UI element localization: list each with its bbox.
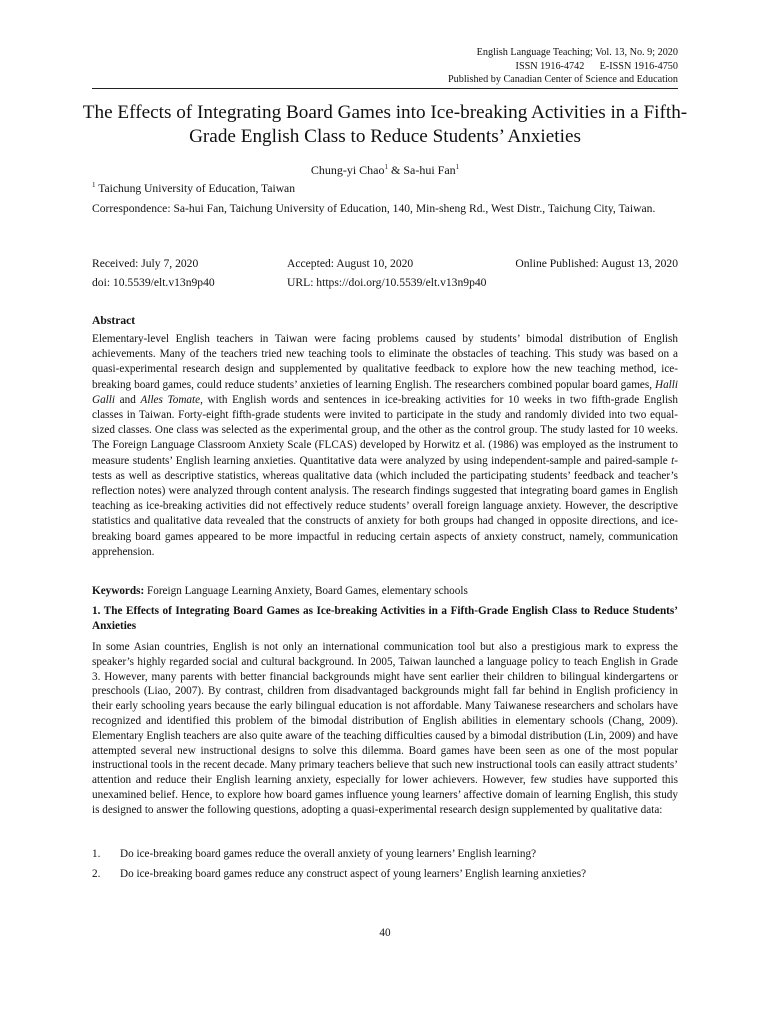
published-date: Online Published: August 13, 2020 bbox=[515, 257, 678, 270]
keywords bbox=[92, 585, 678, 597]
question-number: 2. bbox=[92, 868, 101, 880]
correspondence: Correspondence: Sa-hui Fan, Taichung University of Education, 140, Min-sheng Rd., West Distr., Taichung City, Taiwan. bbox=[92, 202, 656, 215]
section-heading: 1. The Effects of Integrating Board Games as Ice-breaking Activities in a Fifth-Grade English Class to Reduce Students’ Anxieties bbox=[92, 605, 678, 632]
research-questions bbox=[92, 848, 678, 888]
question-text: Do ice-breaking board games reduce any construct aspect of young learners’ English learning anxieties? bbox=[120, 868, 587, 880]
affiliation bbox=[92, 181, 295, 195]
author-affiliation-mark: 1 bbox=[384, 163, 388, 171]
issn-info: ISSN 1916-4742 E-ISSN 1916-4750 bbox=[515, 60, 678, 72]
accepted-date: Accepted: August 10, 2020 bbox=[287, 257, 414, 270]
header-divider bbox=[92, 88, 678, 89]
author-separator: & bbox=[387, 163, 404, 177]
author-affiliation-mark: 1 bbox=[455, 163, 460, 171]
abstract-body bbox=[92, 332, 678, 560]
question-text: Do ice-breaking board games reduce the overall anxiety of young learners’ English learning? bbox=[120, 848, 537, 860]
t-symbol: t bbox=[671, 454, 675, 467]
abstract-heading: Abstract bbox=[92, 314, 136, 327]
author-line bbox=[92, 163, 678, 178]
game-name: Halli Galli bbox=[92, 378, 678, 406]
question-item bbox=[92, 848, 678, 868]
doi-text: doi: 10.5539/elt.v13n9p40 bbox=[92, 276, 215, 289]
affiliation-text: Taichung University of Education, Taiwan bbox=[95, 181, 296, 195]
received-date: Received: July 7, 2020 bbox=[92, 257, 199, 270]
doi-url: URL: https://doi.org/10.5539/elt.v13n9p40 bbox=[287, 276, 487, 289]
question-item bbox=[92, 868, 678, 888]
abstract-text: Elementary-level English teachers in Taiwan were facing problems caused by students’ bimodal distribution of English achievements. Many of the teachers tried new teaching tools to eliminate the obstacles of teaching. This study was based on a quasi-experimental research design and supplemented by qualitative feedback to explore how the new teaching method, ice-breaking board games, could reduce students’ anxieties of learning English. The researchers combined popular board games, bbox=[92, 333, 678, 391]
keywords-text: Foreign Language Learning Anxiety, Board Games, elementary schools bbox=[144, 585, 468, 597]
abstract-text: , with English words and sentences in ice-breaking activities for 10 weeks in two fifth-grade English classes in Taiwan. Forty-eight fifth-grade students were invited to participate in the study and randomly divided into two equal-sized classes. One class was selected as the experimental group, and the other as the control group. The study lasted for 10 weeks. The Foreign Language Classroom Anxiety Scale (FLCAS) developed by Horwitz et al. (1986) was employed as the instrument to measure students’ English learning anxieties. Quantitative data were analyzed by using independent-sample and paired-sample bbox=[92, 393, 679, 467]
article-dates bbox=[92, 254, 678, 292]
author-name: Sa-hui Fan bbox=[403, 163, 456, 177]
running-header bbox=[448, 46, 678, 87]
question-number: 1. bbox=[92, 848, 101, 860]
paper-title: The Effects of Integrating Board Games into Ice-breaking Activities in a Fifth-Grade English Class to Reduce Students’ Anxieties bbox=[82, 102, 688, 147]
abstract-text: and bbox=[115, 393, 141, 406]
abstract-text: -tests as well as descriptive statistics, whereas qualitative data (which included the participating students’ feedback and teacher’s reflection notes) were analyzed through content analysis. The research findings suggested that integrating board games in English teaching as ice-breaking activities did not effectively reduce students’ overall foreign language anxiety. However, the descriptive statistics and qualitative data revealed that the constructs of anxiety for both groups had changed in opposite directions, and ice-breaking board games appeared to be more impactful in reducing certain aspects of anxiety construct, namely, communication apprehension. bbox=[92, 454, 678, 558]
page-number: 40 bbox=[379, 927, 391, 939]
game-name: Alles Tomate bbox=[140, 393, 201, 406]
author-name: Chung-yi Chao bbox=[310, 163, 385, 177]
intro-paragraph: In some Asian countries, English is not only an international communication tool but also a prestigious mark to express the speaker’s highly regarded social and cultural background. In 2005, Taiwan launched a language policy to teach English in Grade 3. However, many parents with better financial backgrounds might have sent earlier their children to bilingual kindergartens or preschools (Liao, 2007). By contrast, children from disadvantaged backgrounds might fall far behind in English proficiency in their early schooling years because the early bilingual education is not affordable. Many Taiwanese researchers and scholars have recognized and identified this problem of the bimodal distribution of English abilities in elementary schools (Chang, 2009). Elementary English teachers are also quite aware of the teaching difficulties caused by a bimodal distribution (Lin, 2009) and have attempted several new instructional designs to solve this dilemma. Board games have been seen as one of the most popular instructional tools in the recent decade. Many primary teachers believe that such new instructional tools can easily attract students’ attention and reduce their English learning anxiety, especially for lower achievers. However, few studies have supported this unexamined belief. Hence, to explore how board games influence young learners’ affective domain of learning English, this study is designed to answer the following questions, adopting a quasi-experimental research design supplemented by qualitative data: bbox=[92, 641, 678, 816]
keywords-label: Keywords: bbox=[92, 585, 145, 597]
publisher-info: Published by Canadian Center of Science and Education bbox=[447, 74, 678, 85]
affiliation-mark: 1 bbox=[92, 181, 96, 189]
journal-info: English Language Teaching; Vol. 13, No. 9; 2020 bbox=[476, 47, 678, 58]
